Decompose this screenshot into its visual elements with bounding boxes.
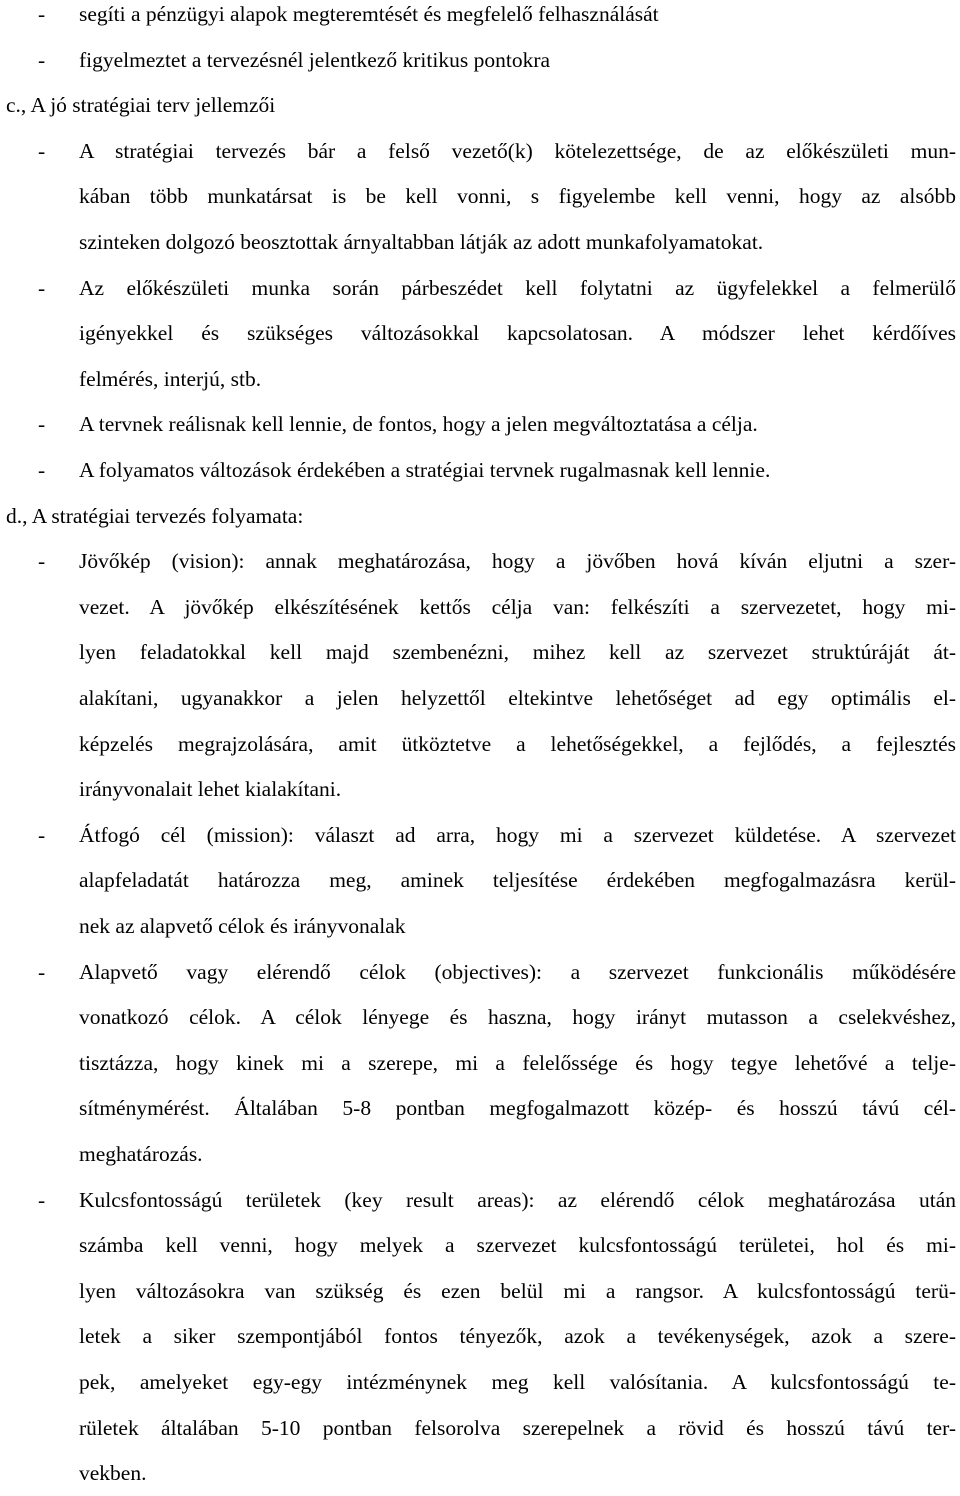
line-text: A folyamatos változások érdekében a stratégiai tervnek rugalmasnak kell lennie. <box>79 458 771 482</box>
bullet-dash: - <box>38 2 46 26</box>
bullet-dash: - <box>38 458 46 482</box>
line-text: Az előkészületi munka során párbeszédet kell folytatni az ügyfelekkel a felmerülő <box>79 275 956 300</box>
section-heading-text: c., A jó stratégiai terv jellemzői <box>6 93 276 118</box>
line-text: vezet. A jövőkép elkészítésének kettős célja van: felkészíti a szervezetet, hogy mi- <box>79 594 956 619</box>
line-text: igényekkel és szükséges változásokkal kapcsolatosan. A módszer lehet kérdőíves <box>79 321 956 346</box>
line-text: vekben. <box>79 1461 147 1486</box>
bullet-dash: - <box>38 549 46 574</box>
line-text: sítménymérést. Általában 5-8 pontban megfogalmazott közép- és hosszú távú cél- <box>79 1096 956 1121</box>
bullet-dash: - <box>38 1187 46 1212</box>
line-text: számba kell venni, hogy melyek a szervezet kulcsfontosságú területei, hol és mi- <box>79 1233 956 1258</box>
line-text: felmérés, interjú, stb. <box>79 366 262 391</box>
bullet-dash: - <box>38 138 46 163</box>
line-text: segíti a pénzügyi alapok megteremtését és megfelelő felhasználását <box>79 2 659 26</box>
line-text: vonatkozó célok. A célok lényege és haszna, hogy irányt mutasson a cselekvéshez, <box>79 1005 956 1030</box>
bullet-dash: - <box>38 959 46 984</box>
line-text: meghatározás. <box>79 1142 203 1166</box>
line-text: Átfogó cél (mission): választ ad arra, hogy mi a szervezet küldetése. A szervezet <box>79 822 956 847</box>
line-text: A stratégiai tervezés bár a felső vezető(k) kötelezettsége, de az előkészületi mun- <box>79 138 956 163</box>
line-text: Alapvető vagy elérendő célok (objectives): a szervezet funkcionális működésére <box>79 959 956 984</box>
line-text: képzelés megrajzolására, amit ütköztetve a lehetőségekkel, a fejlődés, a fejlesztés <box>79 731 956 756</box>
line-text: kában több munkatársat is be kell vonni, s figyelembe kell venni, hogy az alsóbb <box>79 184 956 209</box>
bullet-dash: - <box>38 275 46 300</box>
bullet-dash: - <box>38 412 46 437</box>
line-text: nek az alapvető célok és irányvonalak <box>79 914 406 938</box>
line-text: irányvonalait lehet kialakítani. <box>79 777 342 802</box>
line-text: Kulcsfontosságú területek (key result areas): az elérendő célok meghatározása után <box>79 1187 956 1212</box>
line-text: pek, amelyeket egy-egy intézménynek meg kell valósítania. A kulcsfontosságú te- <box>79 1370 956 1394</box>
line-text: alapfeladatát határozza meg, aminek teljesítése érdekében megfogalmazásra kerül- <box>79 868 956 893</box>
bullet-dash: - <box>38 822 46 847</box>
line-text: szinteken dolgozó beosztottak árnyaltabban látják az adott munkafolyamatokat. <box>79 230 764 254</box>
line-text: A tervnek reálisnak kell lennie, de fontos, hogy a jelen megváltoztatása a célja. <box>79 412 758 437</box>
line-text: alakítani, ugyanakkor a jelen helyzettől eltekintve lehetőséget ad egy optimális el- <box>79 686 956 710</box>
line-text: tisztázza, hogy kinek mi a szerepe, mi a felelőssége és hogy tegye lehetővé a telje- <box>79 1050 956 1075</box>
line-text: Jövőkép (vision): annak meghatározása, hogy a jövőben hová kíván eljutni a szer- <box>79 549 956 574</box>
line-text: lyen feladatokkal kell majd szembenézni, mihez kell az szervezet struktúráját át- <box>79 640 956 665</box>
line-text: letek a siker szempontjából fontos tényezők, azok a tevékenységek, azok a szere- <box>79 1324 956 1349</box>
bullet-dash: - <box>38 47 46 72</box>
section-heading-text: d., A stratégiai tervezés folyamata: <box>6 503 304 528</box>
line-text: figyelmeztet a tervezésnél jelentkező kritikus pontokra <box>79 47 551 72</box>
line-text: lyen változásokra van szükség és ezen belül mi a rangsor. A kulcsfontosságú terü- <box>79 1278 956 1303</box>
line-text: rületek általában 5-10 pontban felsorolva szerepelnek a rövid és hosszú távú ter- <box>79 1415 956 1440</box>
